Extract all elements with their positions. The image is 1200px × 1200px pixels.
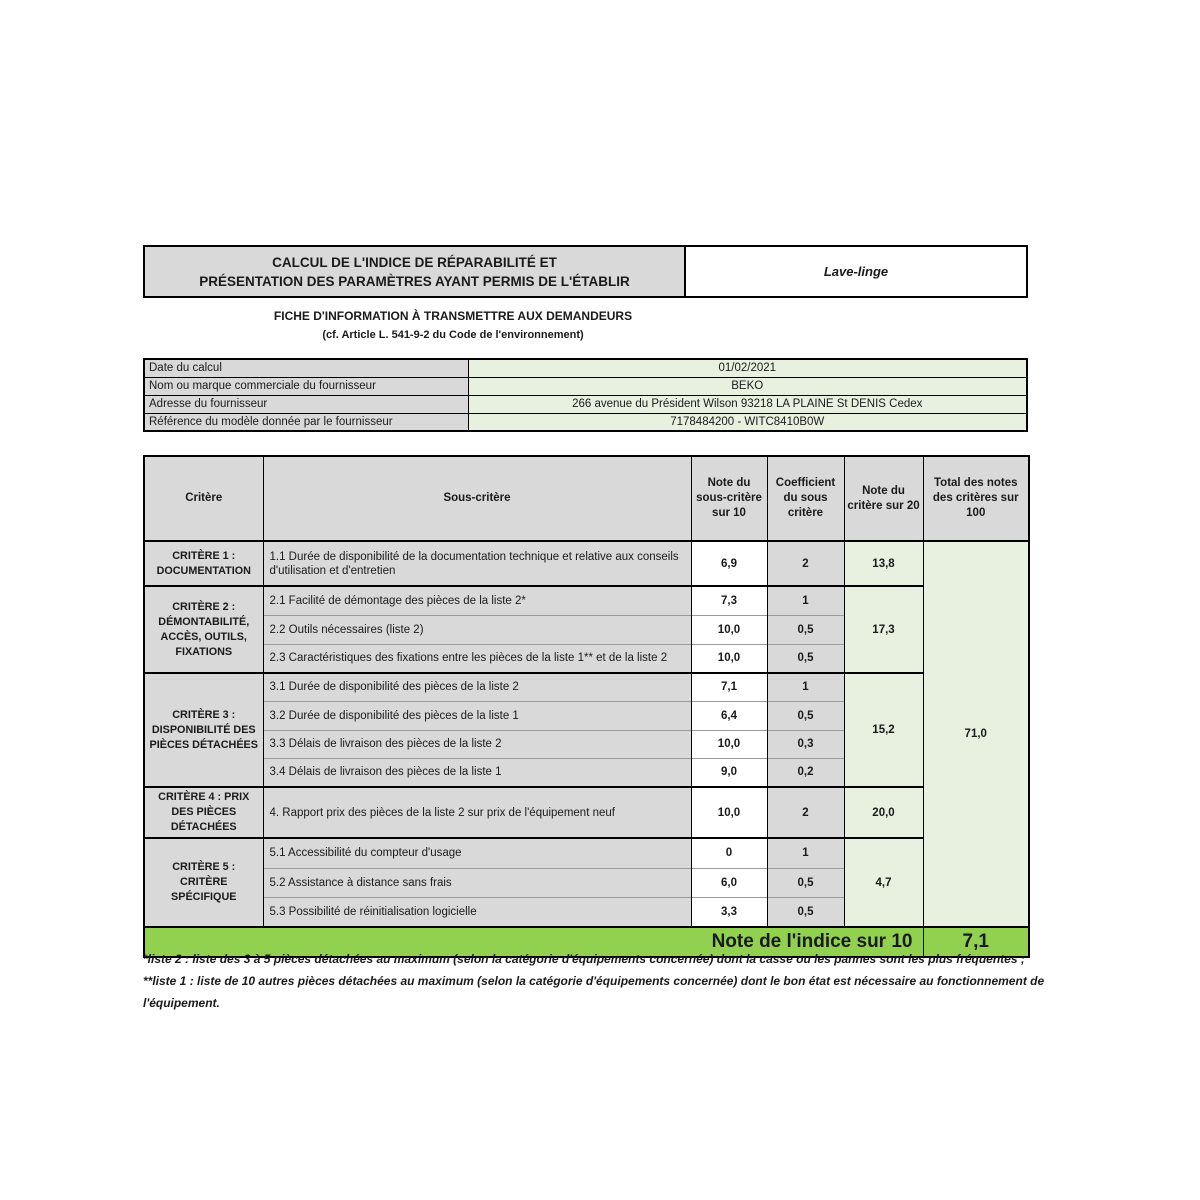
subtitle-line2: (cf. Article L. 541-9-2 du Code de l'environnement) bbox=[322, 329, 584, 341]
document-title-line1: CALCUL DE L'INDICE DE RÉPARABILITÉ ET bbox=[272, 254, 557, 270]
document-title-box bbox=[143, 245, 686, 298]
info-label: Nom ou marque commerciale du fournisseur bbox=[144, 377, 468, 395]
criterion-cell: CRITÈRE 3 : DISPONIBILITÉ DES PIÈCES DÉTACHÉES bbox=[144, 673, 263, 787]
table-row bbox=[144, 673, 1029, 701]
footnote-liste2: *liste 2 : liste des 3 à 5 pièces détachées au maximum (selon la catégorie d'équipements concernée) dont la casse ou les pannes sont les plus fréquentes ; bbox=[143, 952, 1025, 966]
info-label: Référence du modèle donnée par le fournisseur bbox=[144, 413, 468, 431]
product-type-box bbox=[684, 245, 1028, 298]
sub-criterion-cell: 5.2 Assistance à distance sans frais bbox=[263, 868, 691, 897]
info-label: Date du calcul bbox=[144, 359, 468, 377]
coefficient-cell: 0,5 bbox=[767, 868, 844, 897]
supplier-info-table bbox=[143, 358, 1028, 432]
note20-cell: 17,3 bbox=[844, 586, 923, 673]
note10-cell: 7,3 bbox=[691, 586, 767, 615]
note10-cell: 3,3 bbox=[691, 897, 767, 927]
info-value: 266 avenue du Président Wilson 93218 LA PLAINE St DENIS Cedex bbox=[468, 395, 1027, 413]
subtitle-block bbox=[143, 306, 763, 345]
header-sub-criterion: Sous-critère bbox=[263, 456, 691, 541]
info-label: Adresse du fournisseur bbox=[144, 395, 468, 413]
note10-cell: 6,9 bbox=[691, 541, 767, 586]
note10-cell: 10,0 bbox=[691, 615, 767, 644]
footnotes bbox=[143, 948, 1078, 1014]
note10-cell: 6,4 bbox=[691, 701, 767, 730]
note10-cell: 9,0 bbox=[691, 758, 767, 787]
criterion-cell: CRITÈRE 4 : PRIX DES PIÈCES DÉTACHÉES bbox=[144, 787, 263, 838]
header-note20: Note du critère sur 20 bbox=[844, 456, 923, 541]
table-row bbox=[144, 838, 1029, 868]
criterion-cell: CRITÈRE 5 : CRITÈRE SPÉCIFIQUE bbox=[144, 838, 263, 927]
note10-cell: 10,0 bbox=[691, 730, 767, 758]
coefficient-cell: 0,5 bbox=[767, 897, 844, 927]
sub-criterion-cell: 1.1 Durée de disponibilité de la documentation technique et relative aux conseils d'utilisation et d'entretien bbox=[263, 541, 691, 586]
criterion-cell: CRITÈRE 1 : DOCUMENTATION bbox=[144, 541, 263, 586]
sub-criterion-cell: 3.1 Durée de disponibilité des pièces de la liste 2 bbox=[263, 673, 691, 701]
sub-criterion-cell: 4. Rapport prix des pièces de la liste 2 sur prix de l'équipement neuf bbox=[263, 787, 691, 838]
table-header-row bbox=[144, 456, 1029, 541]
note20-cell: 13,8 bbox=[844, 541, 923, 586]
sub-criterion-cell: 5.3 Possibilité de réinitialisation logicielle bbox=[263, 897, 691, 927]
header-criterion: Critère bbox=[144, 456, 263, 541]
total100-cell: 71,0 bbox=[923, 541, 1029, 927]
coefficient-cell: 0,5 bbox=[767, 644, 844, 673]
table-row bbox=[144, 395, 1027, 413]
table-row bbox=[144, 359, 1027, 377]
sub-criterion-cell: 3.4 Délais de livraison des pièces de la liste 1 bbox=[263, 758, 691, 787]
subtitle-line1: FICHE D'INFORMATION À TRANSMETTRE AUX DEMANDEURS bbox=[273, 309, 633, 323]
coefficient-cell: 0,5 bbox=[767, 615, 844, 644]
document-title-line2: PRÉSENTATION DES PARAMÈTRES AYANT PERMIS DE L'ÉTABLIR bbox=[199, 273, 630, 289]
info-value: 7178484200 - WITC8410B0W bbox=[468, 413, 1027, 431]
table-row bbox=[144, 541, 1029, 586]
note20-cell: 4,7 bbox=[844, 838, 923, 927]
index-score-label: Note de l'indice sur 10 bbox=[144, 927, 923, 957]
table-row bbox=[144, 413, 1027, 431]
header-total100: Total des notes des critères sur 100 bbox=[923, 456, 1029, 541]
coefficient-cell: 1 bbox=[767, 586, 844, 615]
coefficient-cell: 1 bbox=[767, 838, 844, 868]
note20-cell: 15,2 bbox=[844, 673, 923, 787]
header-note10: Note du sous-critère sur 10 bbox=[691, 456, 767, 541]
index-score-value: 7,1 bbox=[923, 927, 1029, 957]
note20-cell: 20,0 bbox=[844, 787, 923, 838]
table-row bbox=[144, 586, 1029, 615]
info-value: BEKO bbox=[468, 377, 1027, 395]
sub-criterion-cell: 2.3 Caractéristiques des fixations entre les pièces de la liste 1** et de la liste 2 bbox=[263, 644, 691, 673]
table-row bbox=[144, 787, 1029, 838]
table-row bbox=[144, 377, 1027, 395]
coefficient-cell: 1 bbox=[767, 673, 844, 701]
coefficient-cell: 2 bbox=[767, 787, 844, 838]
header-coefficient: Coefficient du sous critère bbox=[767, 456, 844, 541]
coefficient-cell: 2 bbox=[767, 541, 844, 586]
sub-criterion-cell: 3.3 Délais de livraison des pièces de la liste 2 bbox=[263, 730, 691, 758]
criteria-table bbox=[143, 455, 1030, 958]
coefficient-cell: 0,3 bbox=[767, 730, 844, 758]
sub-criterion-cell: 2.1 Facilité de démontage des pièces de la liste 2* bbox=[263, 586, 691, 615]
sub-criterion-cell: 5.1 Accessibilité du compteur d'usage bbox=[263, 838, 691, 868]
info-value: 01/02/2021 bbox=[468, 359, 1027, 377]
note10-cell: 6,0 bbox=[691, 868, 767, 897]
note10-cell: 10,0 bbox=[691, 787, 767, 838]
sub-criterion-cell: 2.2 Outils nécessaires (liste 2) bbox=[263, 615, 691, 644]
note10-cell: 10,0 bbox=[691, 644, 767, 673]
note10-cell: 7,1 bbox=[691, 673, 767, 701]
footnote-liste1: **liste 1 : liste de 10 autres pièces détachées au maximum (selon la catégorie d'équipements concernée) dont le bon état est nécessaire au fonctionnement de l'équipement. bbox=[143, 974, 1045, 1010]
coefficient-cell: 0,2 bbox=[767, 758, 844, 787]
product-type-label: Lave-linge bbox=[823, 264, 889, 279]
coefficient-cell: 0,5 bbox=[767, 701, 844, 730]
sub-criterion-cell: 3.2 Durée de disponibilité des pièces de la liste 1 bbox=[263, 701, 691, 730]
criterion-cell: CRITÈRE 2 : DÉMONTABILITÉ, ACCÈS, OUTILS, FIXATIONS bbox=[144, 586, 263, 673]
note10-cell: 0 bbox=[691, 838, 767, 868]
